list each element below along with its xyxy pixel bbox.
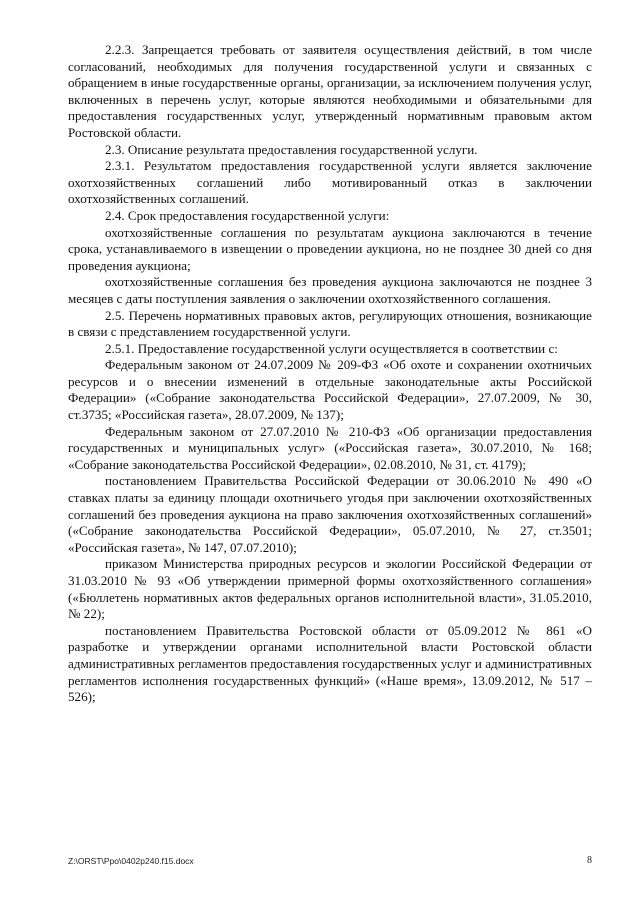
footer-file-path: Z:\ORST\Ppo\0402p240.f15.docx <box>68 856 194 866</box>
paragraph-2-5-1: 2.5.1. Предоставление государственной услуги осуществляется в соответствии с: <box>105 340 558 356</box>
paragraph-2-4: 2.4. Срок предоставления государственной услуги: <box>105 207 390 223</box>
page-number: 8 <box>587 855 592 866</box>
document-body <box>68 42 592 706</box>
paragraph-law-209fz: Федеральным законом от 24.07.2009 № 209-ФЗ «Об охоте и сохранении охотничьих ресурсов и о внесении изменений в отдельные законодательные акты Российской Федерации» («Собрание законодательства Российской Федерации», 27.07.2009, № 30, ст.3735; «Российская газета», 28.07.2009, № 137); <box>68 357 592 423</box>
paragraph-no-auction-term: охотхозяйственные соглашения без проведения аукциона заключаются не позднее 3 месяцев с даты поступления заявления о заключении охотхозяйственного соглашения. <box>68 274 592 306</box>
paragraph-2-5: 2.5. Перечень нормативных правовых актов, регулирующих отношения, возникающие в связи с представлением государственной услуги. <box>68 307 592 340</box>
paragraph-decree-861: постановлением Правительства Ростовской области от 05.09.2012 № 861 «О разработке и утверждении органами исполнительной власти Ростовской области административных регламентов предоставления государственных услуг и административных регламентов исполнения государственных функций» («Наше время», 13.09.2012, № 517 – 526); <box>68 622 592 705</box>
paragraph-decree-490: постановлением Правительства Российской Федерации от 30.06.2010 № 490 «О ставках платы за единицу площади охотничьего угодья при заключении охотхозяйственных соглашений без проведения аукциона на право заключения охотхозяйственных соглашений» («Собрание законодательства Российской Федерации», 05.07.2010, № 27, ст.3501; «Российская газета», № 147, 07.07.2010); <box>68 473 592 555</box>
paragraph-law-210fz: Федеральным законом от 27.07.2010 № 210-ФЗ «Об организации предоставления государственных и муниципальных услуг» («Российская газета», 30.07.2010, № 168; «Собрание законодательства Российской Федерации», 02.08.2010, № 31, ст. 4179); <box>68 423 592 472</box>
paragraph-auction-term: охотхозяйственные соглашения по результатам аукциона заключаются в течение срока, устанавливаемого в извещении о проведении аукциона, но не позднее 30 дней со дня проведения аукциона; <box>68 224 592 273</box>
paragraph-2-3-1: 2.3.1. Результатом предоставления государственной услуги является заключение охотхозяйственных соглашений либо мотивированный отказ в заключении охотхозяйственных соглашений. <box>68 158 592 207</box>
paragraph-order-93: приказом Министерства природных ресурсов и экологии Российской Федерации от 31.03.2010 № 93 «Об утверждении примерной формы охотхозяйственного соглашения» («Бюллетень нормативных актов федеральных органов исполнительной власти», 31.05.2010, № 22); <box>68 556 592 622</box>
paragraph-2-3: 2.3. Описание результата предоставления государственной услуги. <box>105 141 478 157</box>
paragraph-2-2-3: 2.2.3. Запрещается требовать от заявителя осуществления действий, в том числе согласований, необходимых для получения государственной услуги и связанных с обращением в иные государственные органы, организации, за исключением получения услуг, включенных в перечень услуг, которые являются необходимыми и обязательными для предоставления государственных услуг, утвержденный нормативным правовым актом Ростовской области. <box>68 42 592 140</box>
